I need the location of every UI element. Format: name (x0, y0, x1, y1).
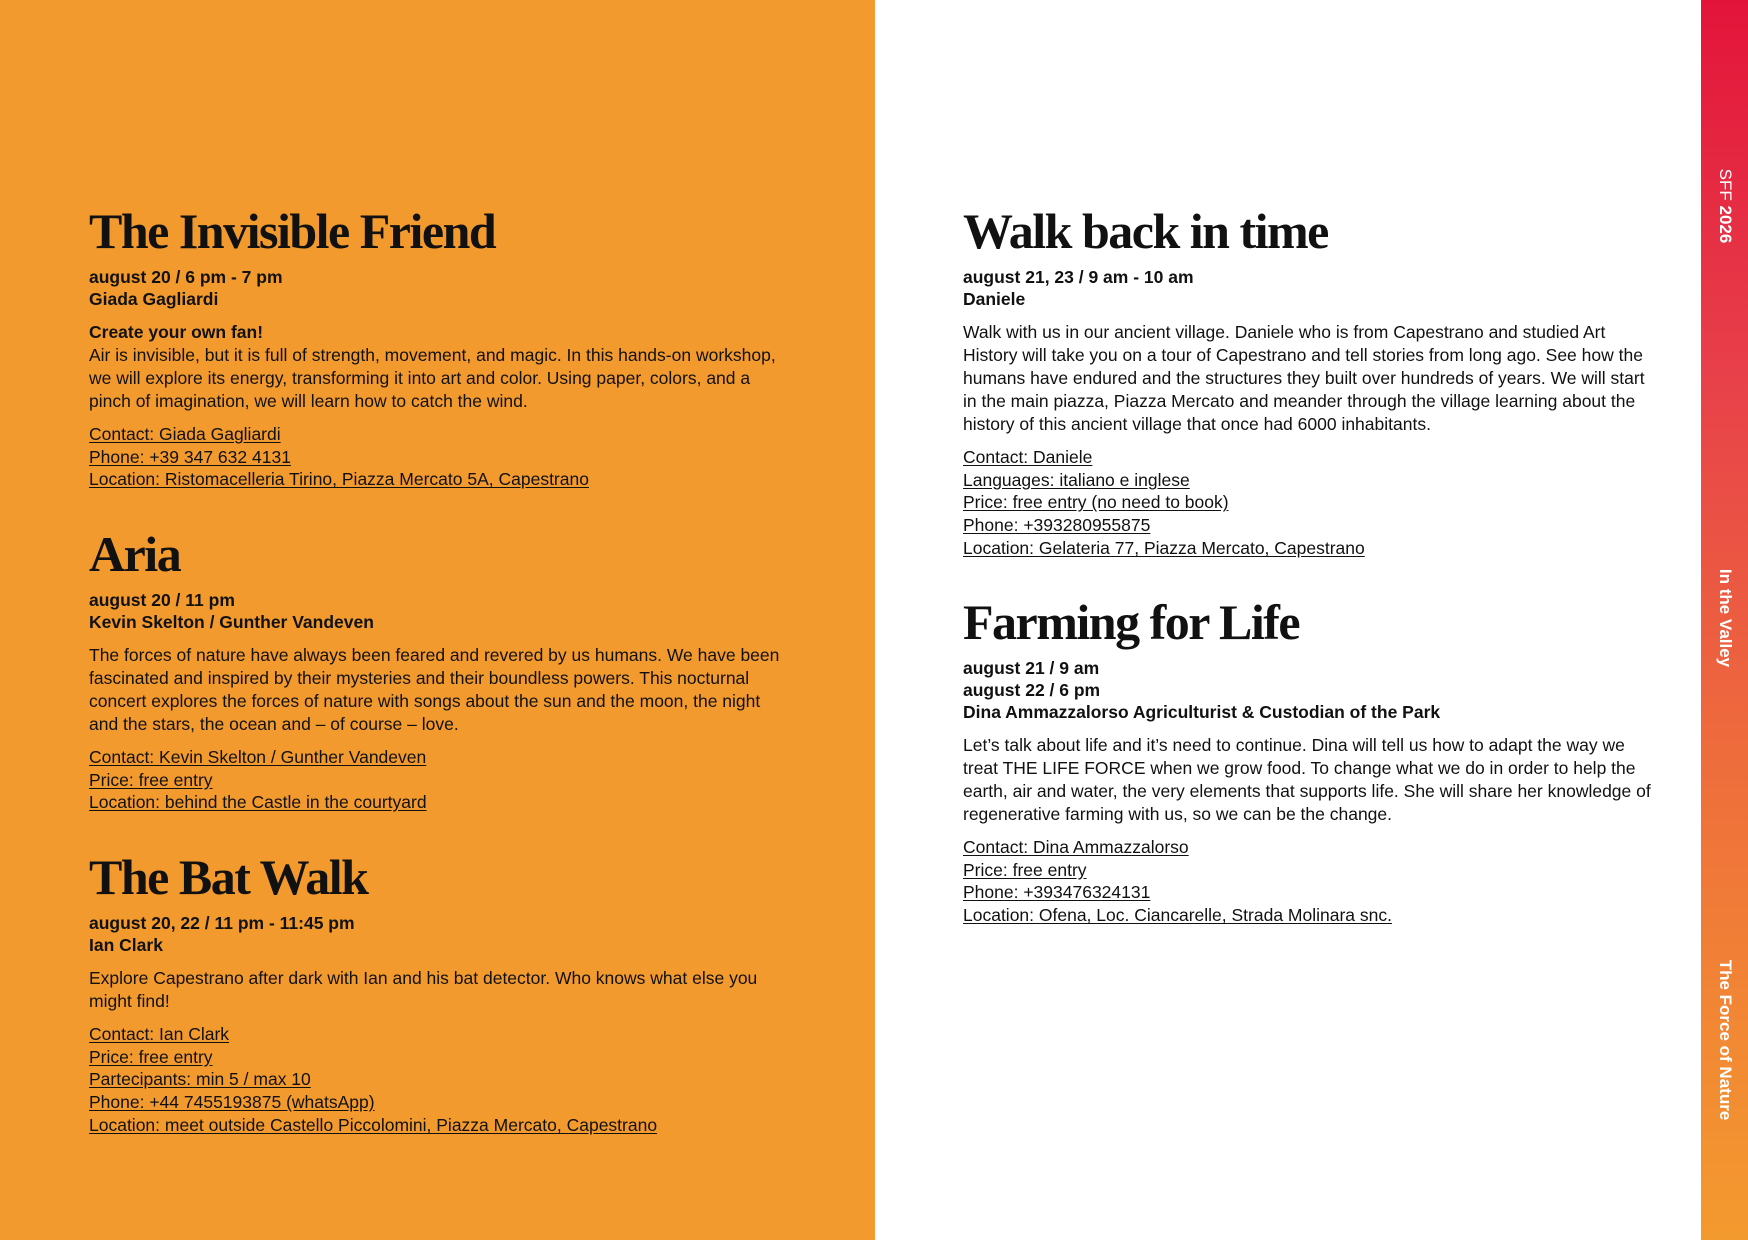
event-contacts (89, 1023, 789, 1137)
event-title: Farming for Life (963, 594, 1300, 650)
event-title: Walk back in time (963, 203, 1328, 259)
location-link[interactable]: Location: Ofena, Loc. Ciancarelle, Strada Molinara snc. (963, 905, 1392, 926)
location-link[interactable]: Location: Ristomacelleria Tirino, Piazza Mercato 5A, Capestrano (89, 469, 589, 490)
contact-link[interactable]: Contact: Daniele (963, 447, 1093, 467)
location-link[interactable]: Location: behind the Castle in the courtyard (89, 792, 427, 813)
event-title: The Bat Walk (89, 849, 368, 905)
event-contacts (963, 836, 1663, 927)
price-link[interactable]: Price: free entry (89, 769, 213, 790)
strip-label-theme: The Force of Nature (1715, 959, 1735, 1121)
event-date: august 21, 23 / 9 am - 10 am (963, 267, 1194, 287)
event-description: Explore Capestrano after dark with Ian and his bat detector. Who knows what else you might find! (89, 968, 758, 1011)
event-contacts (89, 423, 789, 491)
contact-link[interactable]: Contact: Dina Ammazzalorso (963, 837, 1189, 857)
phone-link[interactable]: Phone: +39 347 632 4131 (89, 446, 291, 467)
event-host: Kevin Skelton / Gunther Vandeven (89, 612, 374, 632)
event-farming-for-life (963, 594, 1663, 927)
event-description: Walk with us in our ancient village. Daniele who is from Capestrano and studied Art History will take you on a tour of Capestrano and tell stories from long ago. See how the humans have endured and the structures they built over hundreds of years. We will start in the main piazza, Piazza Mercato and meander through the village learning about the history of this ancient village that once had 6000 inhabitants. (963, 322, 1645, 434)
event-lead: Create your own fan! (89, 322, 264, 342)
event-date: august 20 / 11 pm (89, 590, 235, 610)
event-host: Daniele (963, 289, 1026, 309)
event-title: Aria (89, 526, 181, 582)
participants-link[interactable]: Partecipants: min 5 / max 10 (89, 1069, 311, 1090)
event-invisible-friend (89, 203, 789, 491)
phone-link[interactable]: Phone: +393280955875 (963, 515, 1151, 536)
event-date: august 20 / 6 pm - 7 pm (89, 267, 283, 287)
event-aria (89, 526, 789, 814)
event-host: Giada Gagliardi (89, 289, 219, 309)
event-date-1: august 21 / 9 am (963, 658, 1100, 678)
strip-label-edition (1715, 169, 1735, 244)
side-strip (1701, 0, 1748, 1240)
event-host: Ian Clark (89, 935, 163, 955)
event-contacts (963, 446, 1663, 560)
event-desc-text: Air is invisible, but it is full of strength, movement, and magic. In this hands-on workshop, we will explore its energy, transforming it into art and color. Using paper, colors, and a pinch of imagination, we will learn how to catch the wind. (89, 345, 776, 411)
languages-link[interactable]: Languages: italiano e inglese (963, 469, 1190, 490)
strip-label-section: In the Valley (1715, 568, 1735, 668)
price-link[interactable]: Price: free entry (89, 1046, 213, 1067)
event-contacts (89, 746, 789, 814)
event-title: The Invisible Friend (89, 203, 496, 259)
event-date-2: august 22 / 6 pm (963, 680, 1101, 700)
contact-link[interactable]: Contact: Kevin Skelton / Gunther Vandeven (89, 747, 427, 767)
contact-link[interactable]: Contact: Giada Gagliardi (89, 424, 281, 444)
price-link[interactable]: Price: free entry (no need to book) (963, 492, 1229, 513)
phone-link[interactable]: Phone: +393476324131 (963, 882, 1151, 903)
event-description: The forces of nature have always been feared and revered by us humans. We have been fascinated and inspired by their mysteries and their boundless powers. This nocturnal concert explores the forces of nature with songs about the sun and the moon, the night and the stars, the ocean and – of course – love. (89, 645, 780, 734)
strip-label-year: 2026 (1715, 205, 1735, 244)
event-date: august 20, 22 / 11 pm - 11:45 pm (89, 913, 355, 933)
event-description: Let’s talk about life and it’s need to continue. Dina will tell us how to adapt the way we treat THE LIFE FORCE when we grow food. To change what we do in order to help the earth, air and water, the very elements that supports life. She will share her knowledge of regenerative farming with us, so we can be the change. (963, 735, 1651, 824)
event-bat-walk (89, 849, 789, 1137)
location-link[interactable]: Location: Gelateria 77, Piazza Mercato, Capestrano (963, 537, 1365, 558)
phone-link[interactable]: Phone: +44 7455193875 (whatsApp) (89, 1092, 375, 1113)
strip-label-sff: SFF (1715, 168, 1735, 201)
event-walk-back-in-time (963, 203, 1663, 560)
price-link[interactable]: Price: free entry (963, 859, 1087, 880)
event-description (89, 321, 789, 413)
event-host: Dina Ammazzalorso Agriculturist & Custodian of the Park (963, 702, 1441, 722)
contact-link[interactable]: Contact: Ian Clark (89, 1024, 230, 1044)
location-link[interactable]: Location: meet outside Castello Piccolomini, Piazza Mercato, Capestrano (89, 1114, 658, 1135)
